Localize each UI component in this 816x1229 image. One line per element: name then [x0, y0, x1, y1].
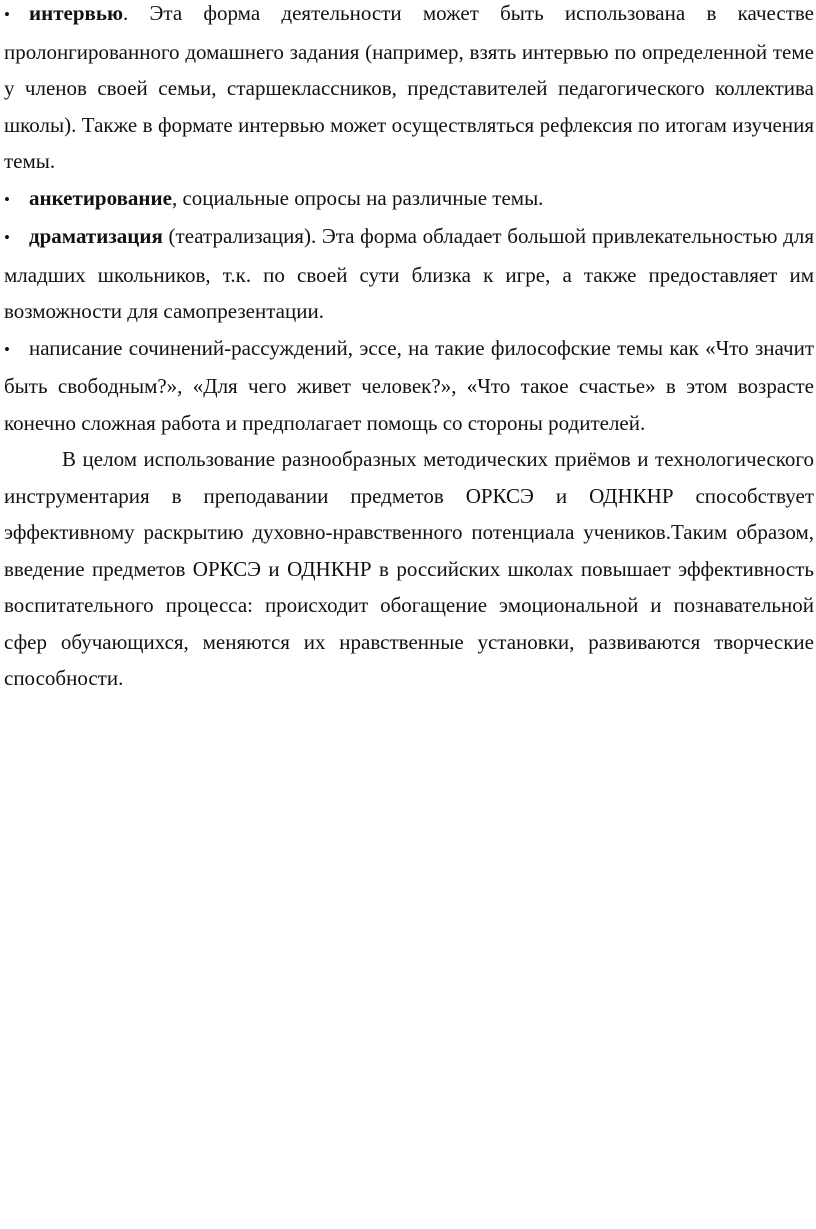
bullet-icon: • — [4, 339, 10, 359]
list-item-text: написание сочинений-рассуждений, эссе, на такие философские темы как «Что значит быть свободным?», «Для чего живет человек?», «Что такое счастье» в этом возрасте конечно сложная работа и предполагает помощь со стороны родителей. — [4, 335, 814, 435]
bullet-icon: • — [4, 228, 10, 247]
list-item-text: (театрализация). Эта форма обладает большой привлекательностью для младших школьников, т.к. по своей сути близка к игре, а также предоставляет им возможности для самопрезентации. — [4, 224, 814, 323]
list-item-survey — [4, 180, 814, 219]
list-item-essays — [4, 330, 814, 442]
list-item-term: драматизация — [29, 224, 163, 248]
list-item-text: . Эта форма деятельности может быть использована в качестве пролонгированного домашнего задания (например, взять интервью по определенной теме у членов своей семьи, старшеклассников, представителей педагогического коллектива школы). Также в формате интервью может осуществляться рефлексия по итогам изучения темы. — [4, 1, 814, 173]
conclusion-paragraph: В целом использование разнообразных методических приёмов и технологического инструментария в преподавании предметов ОРКСЭ и ОДНКНР способствует эффективному раскрытию духовно-нравственного потенциала учеников.Таким образом, введение предметов ОРКСЭ и ОДНКНР в российских школах повышает эффективность воспитательного процесса: происходит обогащение эмоциональной и познавательной сфер обучающихся, меняются их нравственные установки, развиваются творческие способности. — [4, 447, 814, 690]
list-item-interview — [4, 0, 814, 180]
list-item-term: анкетирование — [29, 185, 172, 210]
list-item-dramatization — [4, 218, 814, 330]
list-item-term: интервью — [29, 1, 124, 25]
list-item-text: , социальные опросы на различные темы. — [171, 185, 544, 210]
bullet-icon: • — [4, 5, 10, 24]
methods-list — [4, 0, 814, 441]
bullet-icon: • — [4, 189, 10, 209]
